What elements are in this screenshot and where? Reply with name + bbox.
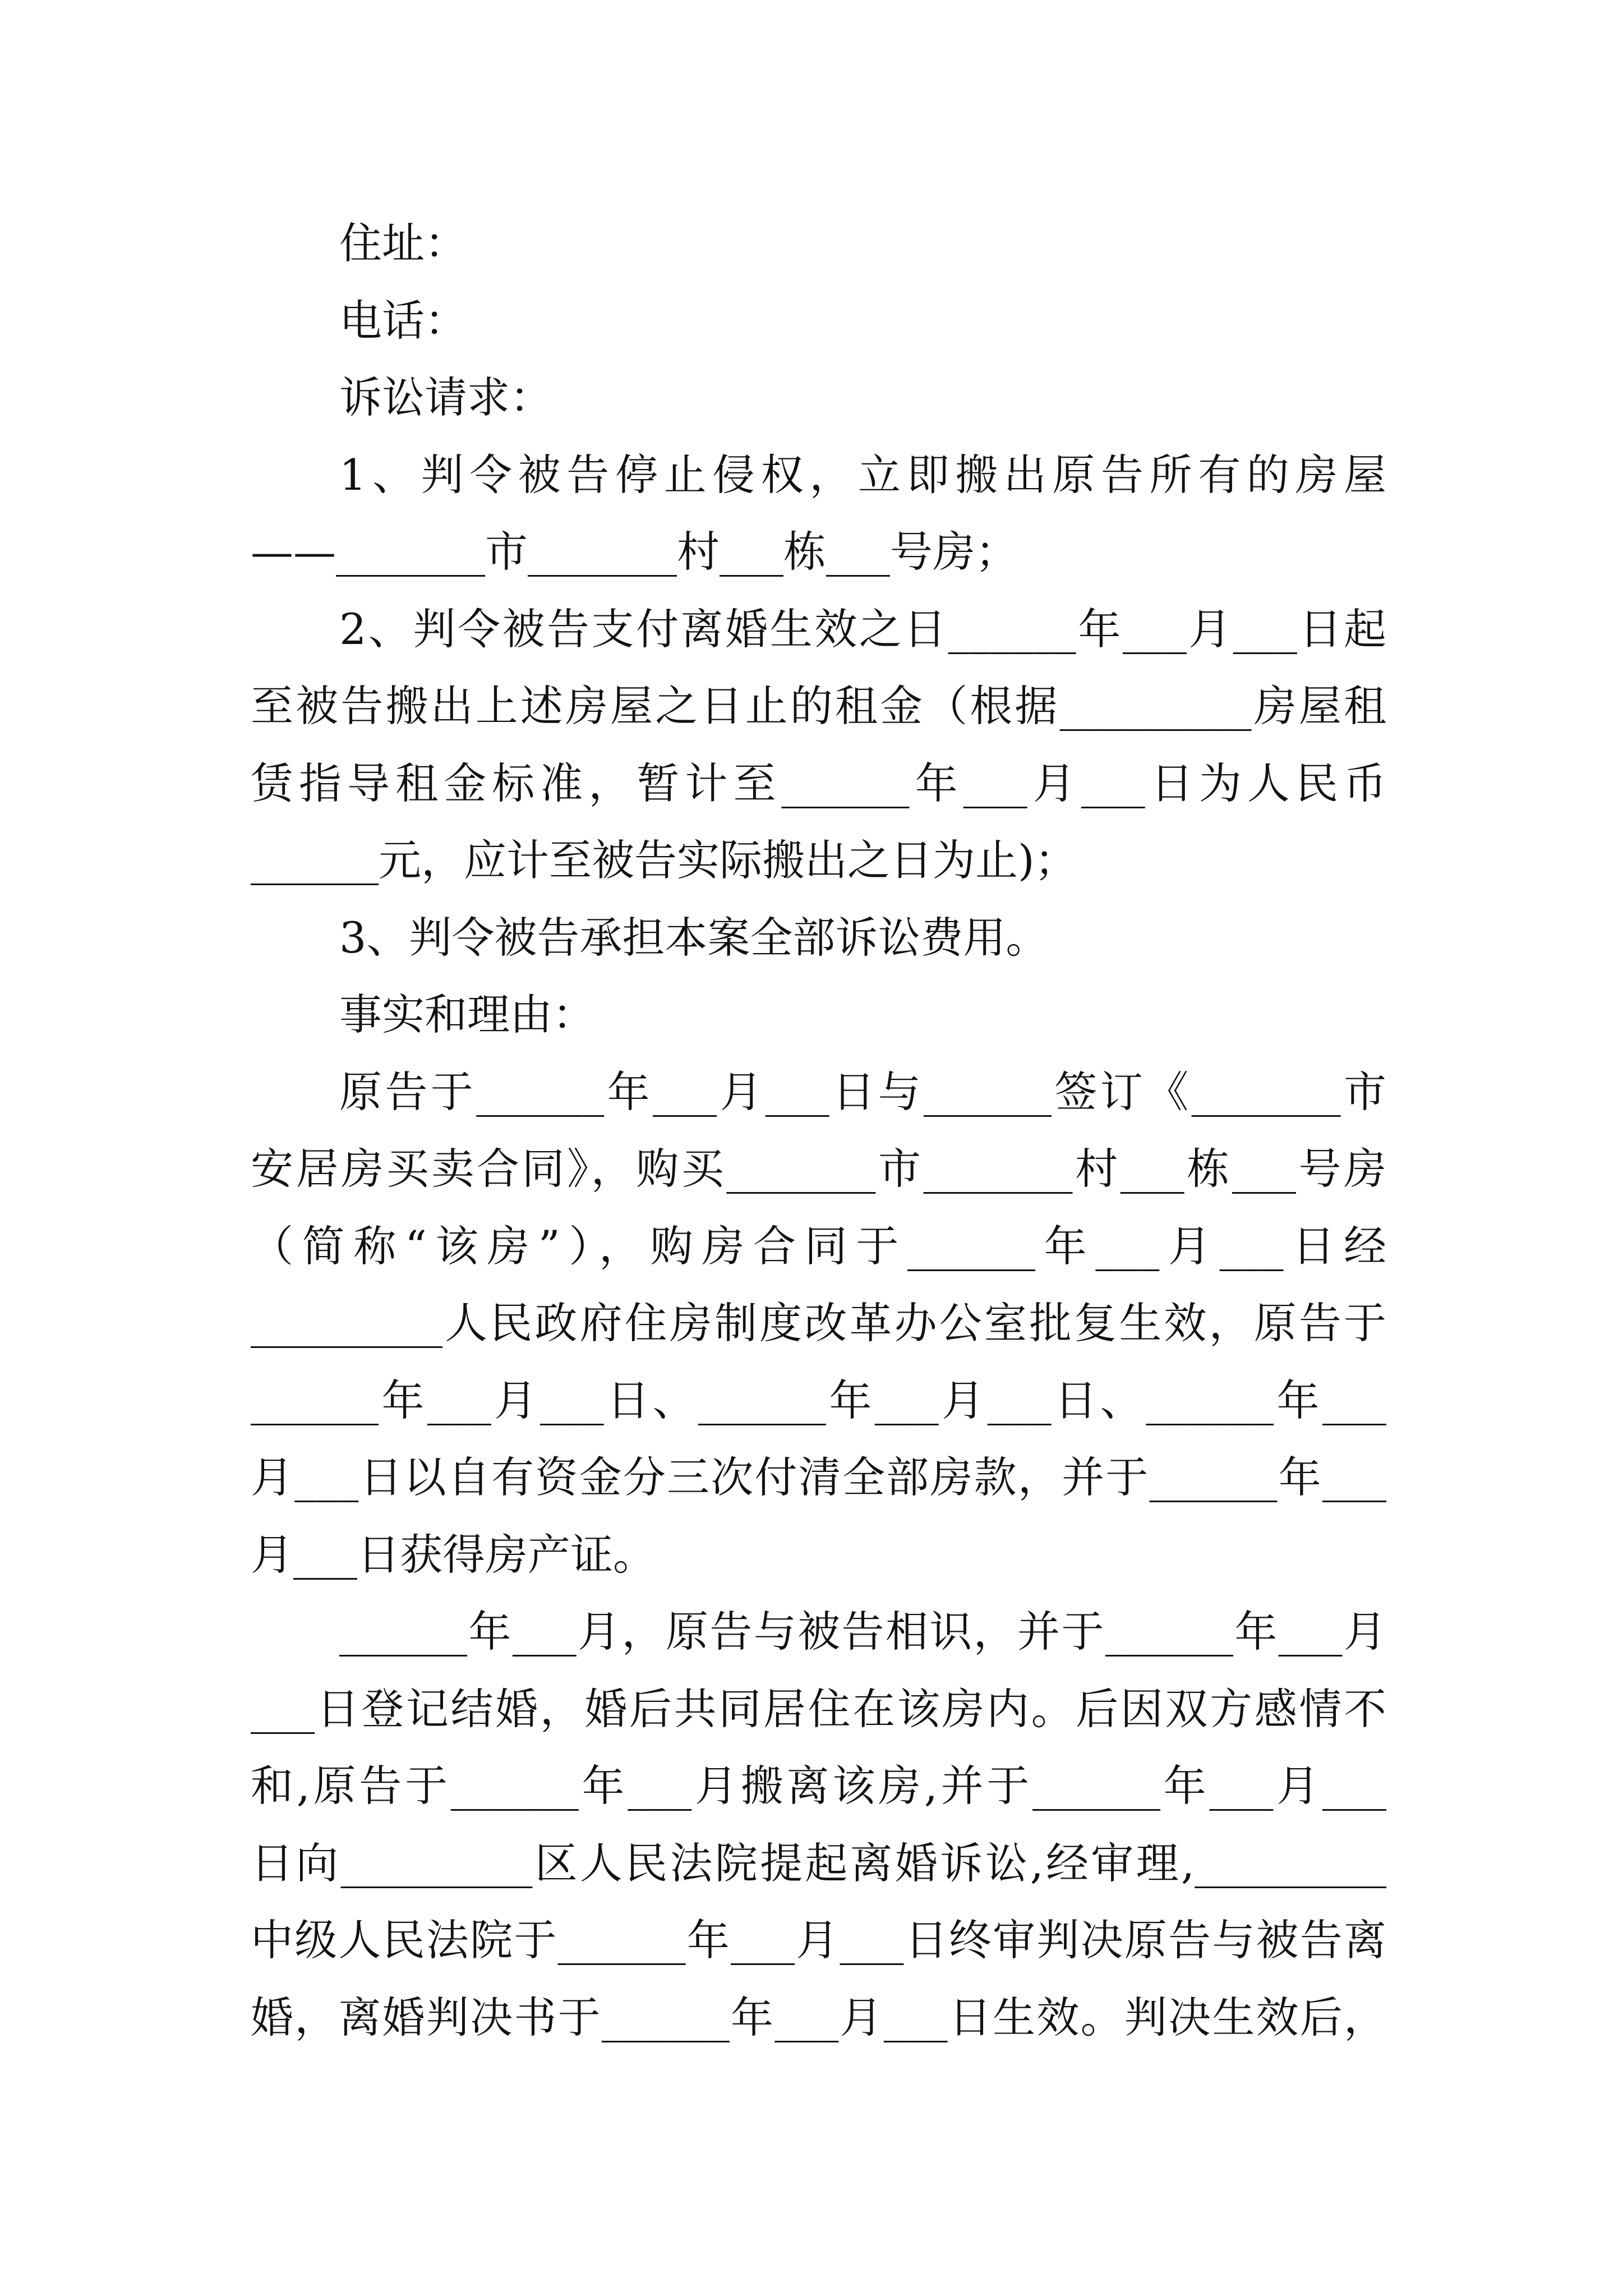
facts-line: ______年___月___日、______年___月___日、______年___ — [251, 1375, 1386, 1425]
claim-line: 1、判令被告停止侵权，立即搬出原告所有的房屋 — [339, 449, 1386, 500]
facts-line: （简称“该房”），购房合同于______年___月___日经 — [251, 1221, 1386, 1271]
facts-line: 中级人民法院于______年___月___日终审判决原告与被告离 — [251, 1915, 1386, 1965]
claim-line: 2、判令被告支付离婚生效之日______年___月___日起 — [339, 604, 1386, 654]
claim-line: 至被告搬出上述房屋之日止的租金（根据_________房屋租 — [251, 681, 1386, 731]
claim-item-2 — [251, 591, 1386, 899]
facts-line: 月___日以自有资金分三次付清全部房款，并于______年___ — [251, 1452, 1386, 1502]
phone-label: 电话： — [339, 295, 467, 346]
facts-heading: 事实和理由： — [339, 990, 595, 1039]
facts-line: 原告于______年___月___日与______签订《_______市 — [339, 1066, 1386, 1117]
facts-line: ______年___月，原告与被告相识，并于______年___月 — [339, 1607, 1386, 1657]
facts-line: _________人民政府住房制度改革办公室批复生效，原告于 — [251, 1298, 1386, 1348]
facts-line: 安居房买卖合同》，购买_______市_______村___栋___号房 — [251, 1144, 1386, 1194]
claim-line: ______元，应计至被告实际搬出之日为止)； — [251, 835, 1077, 885]
facts-paragraph-1 — [251, 1053, 1386, 1594]
facts-line: 日向_________区人民法院提起离婚诉讼,经审理,_________ — [251, 1838, 1386, 1888]
facts-line: 和,原告于______年___月搬离该房,并于______年___月___ — [251, 1761, 1386, 1811]
facts-line: 婚，离婚判决书于______年___月___日生效。判决生效后， — [251, 1992, 1386, 2042]
claim-item-3 — [251, 899, 1386, 977]
address-label: 住址： — [339, 218, 467, 268]
facts-line: ___日登记结婚，婚后共同居住在该房内。后因双方感情不 — [251, 1683, 1386, 1734]
claim-line: ——_______市_______村___栋___号房； — [251, 527, 1018, 577]
claim-line: 3、判令被告承担本案全部诉讼费用。 — [339, 912, 1049, 963]
document-body — [251, 205, 1386, 2056]
facts-line: 月___日获得房产证。 — [251, 1529, 656, 1580]
facts-paragraph-2 — [251, 1593, 1386, 2056]
claim-line: 赁指导租金标准，暂计至______年___月___日为人民币 — [251, 758, 1386, 808]
claim-item-1 — [251, 436, 1386, 591]
claims-heading: 诉讼请求： — [339, 372, 552, 422]
